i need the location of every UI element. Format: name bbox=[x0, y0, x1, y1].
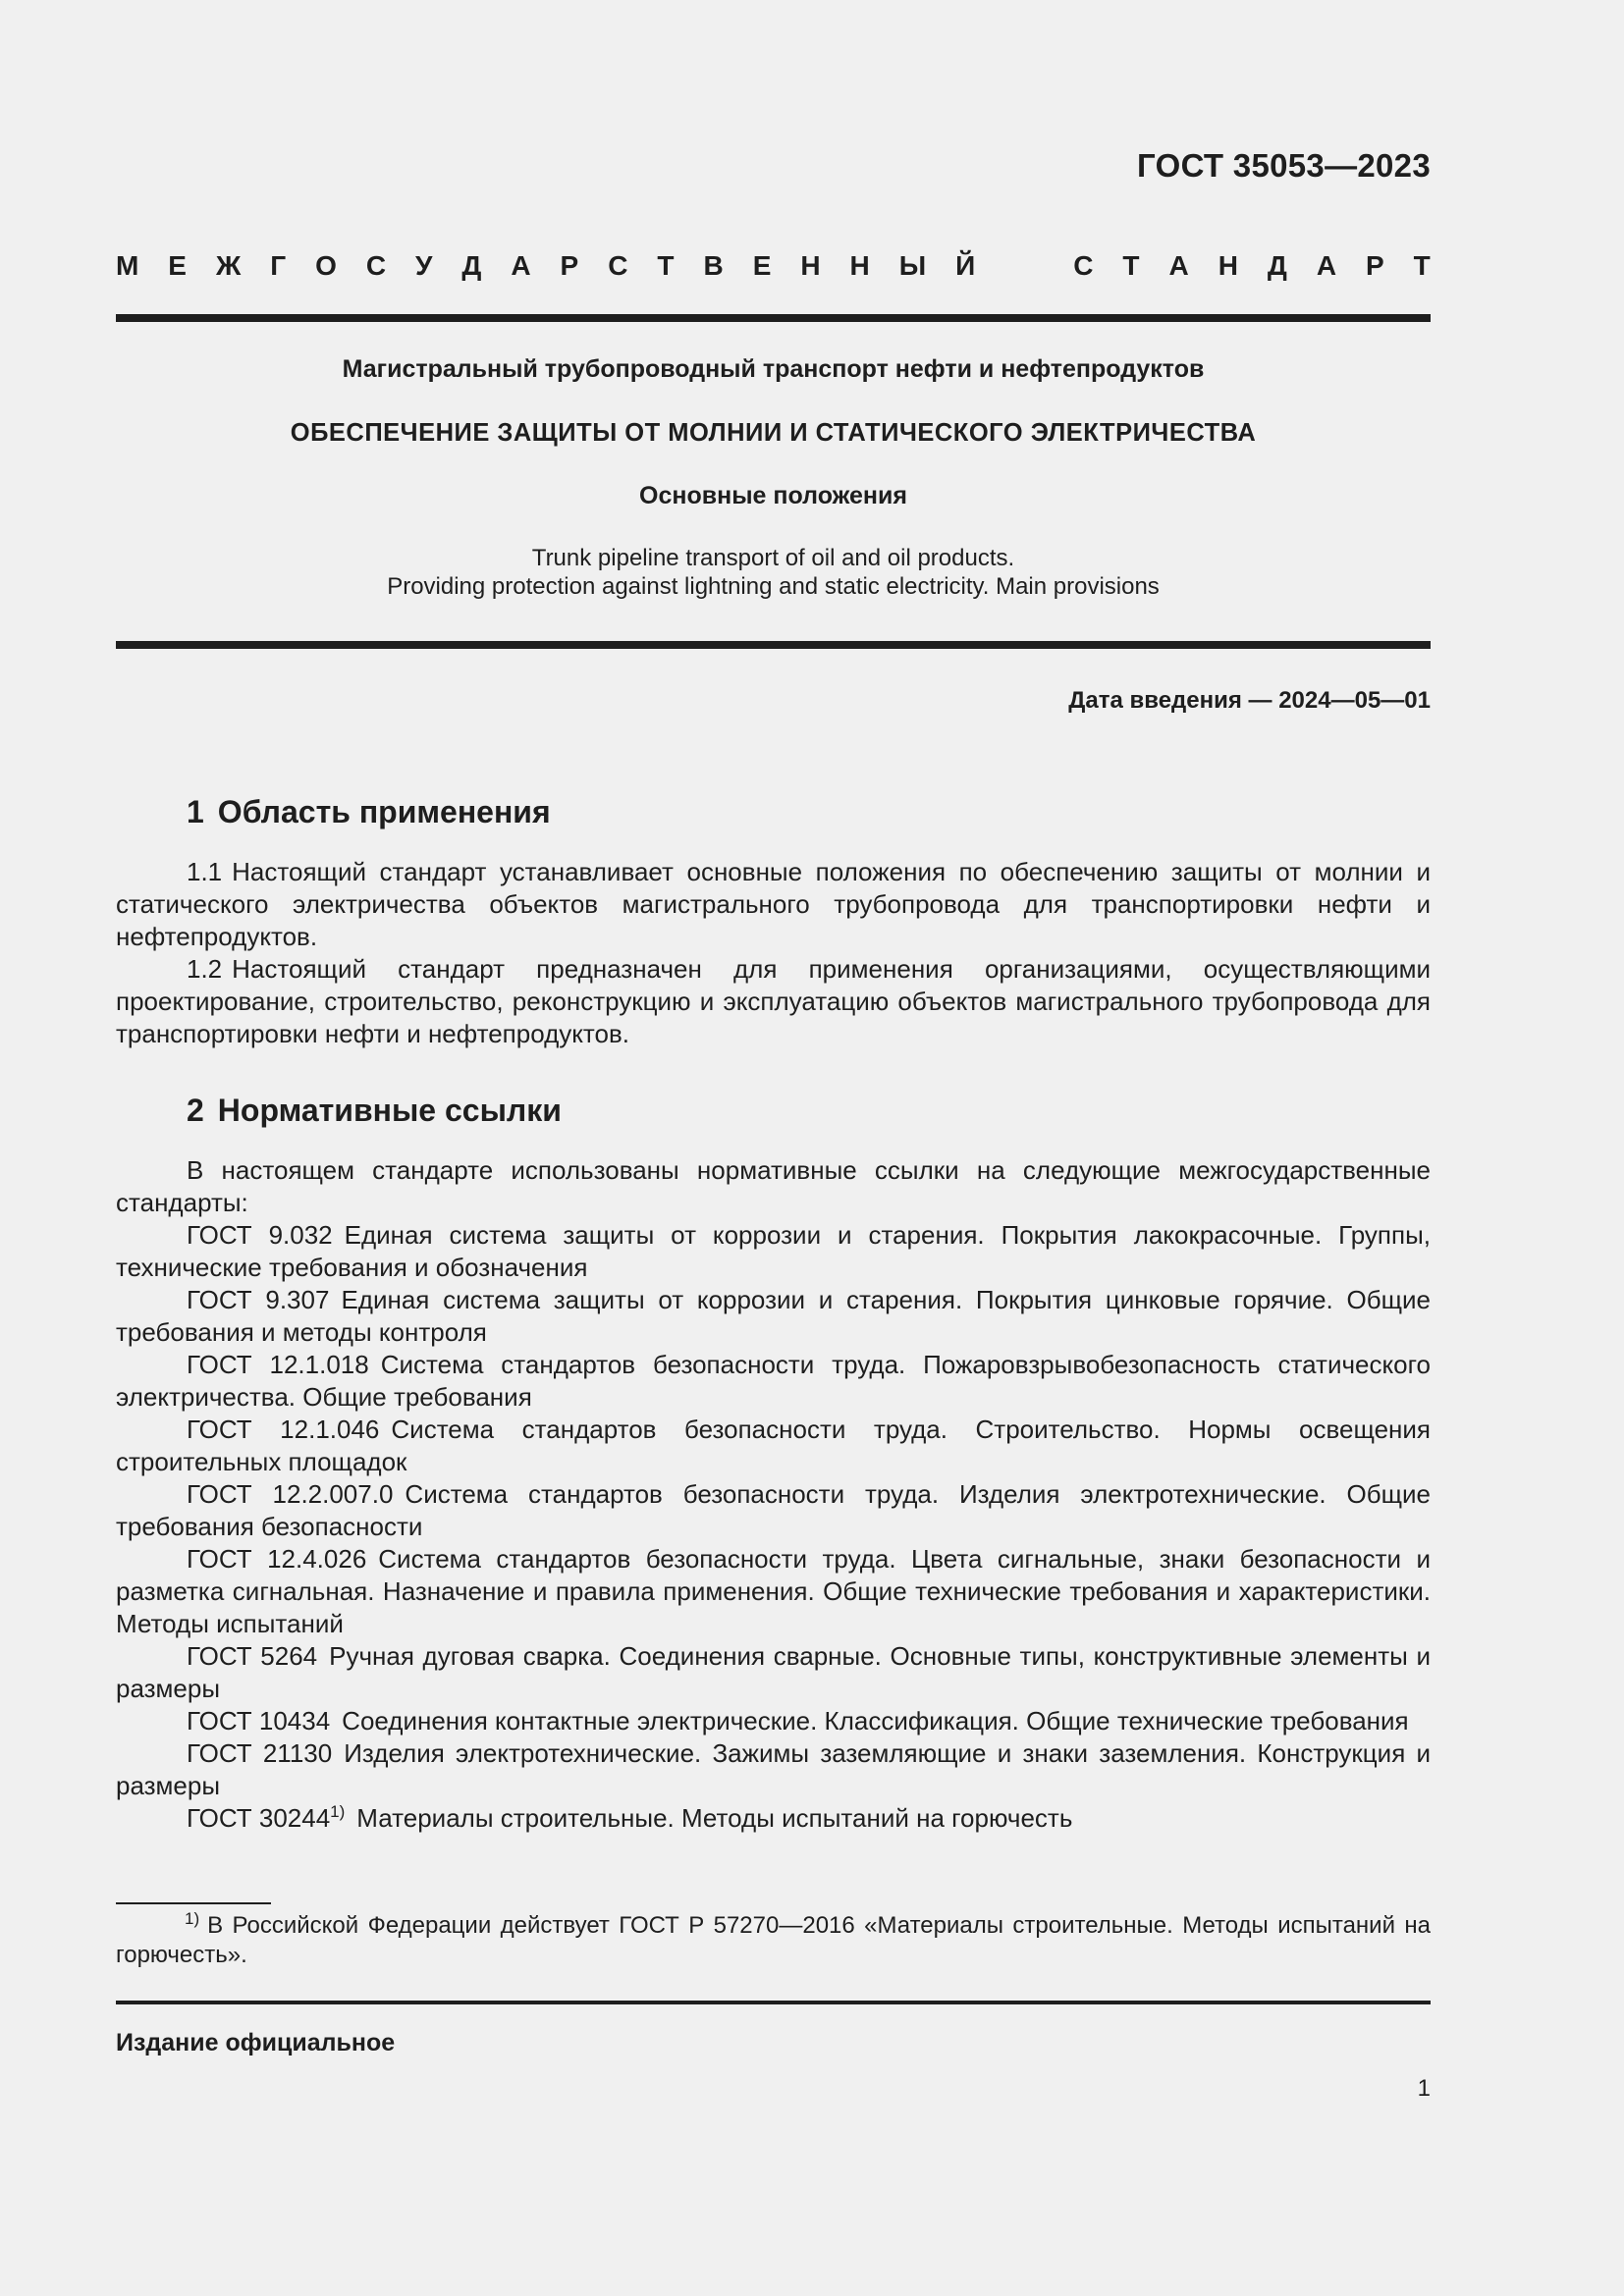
letter: Т bbox=[1122, 250, 1140, 281]
reference-code: ГОСТ 30244 bbox=[187, 1803, 331, 1833]
letter: С bbox=[608, 250, 628, 281]
bottom-divider bbox=[116, 2001, 1431, 2004]
footnote-paragraph bbox=[116, 1911, 1431, 1970]
edition-label: Издание официальное bbox=[116, 2029, 396, 2056]
letter: В bbox=[703, 250, 724, 281]
document-number: ГОСТ 35053—2023 bbox=[1137, 147, 1431, 184]
reference-item bbox=[116, 1219, 1431, 1284]
letter: У bbox=[415, 250, 433, 281]
reference-title: Система стандартов безопасности труда. Пожаровзрывобезопасность статического электричества. Общие требования bbox=[116, 1350, 1431, 1412]
letter: Н bbox=[800, 250, 821, 281]
paragraph: В настоящем стандарте использованы нормативные ссылки на следующие межгосударственные стандарты: bbox=[116, 1155, 1431, 1217]
footnote-text: В Российской Федерации действует ГОСТ Р 57270—2016 «Материалы строительные. Методы испытаний на горючесть». bbox=[116, 1912, 1431, 1968]
reference-title: Ручная дуговая сварка. Соединения сварные. Основные типы, конструктивные элементы и размеры bbox=[116, 1641, 1432, 1703]
letter: М bbox=[116, 250, 139, 281]
reference-title: Система стандартов безопасности труда. Изделия электротехнические. Общие требования безопасности bbox=[116, 1479, 1431, 1541]
reference-item bbox=[116, 1414, 1431, 1478]
letter: С bbox=[365, 250, 387, 281]
letter: С bbox=[1073, 250, 1094, 281]
paragraph-number: 1.1 bbox=[187, 857, 223, 886]
reference-title: Система стандартов безопасности труда. Цвета сигнальные, знаки безопасности и разметка сигнальная. Назначение и правила применения. Общие технические требования и характеристики. Методы испытаний bbox=[116, 1544, 1431, 1638]
section-2-heading bbox=[187, 1093, 562, 1129]
reference-title: Соединения контактные электрические. Классификация. Общие технические требования bbox=[342, 1706, 1409, 1735]
title-main: ОБЕСПЕЧЕНИЕ ЗАЩИТЫ ОТ МОЛНИИ И СТАТИЧЕСКОГО ЭЛЕКТРИЧЕСТВА bbox=[290, 419, 1257, 447]
letter: Н bbox=[849, 250, 870, 281]
title-subject: Магистральный трубопроводный транспорт нефти и нефтепродуктов bbox=[342, 355, 1205, 383]
reference-title: Материалы строительные. Методы испытаний на горючесть bbox=[356, 1803, 1073, 1833]
letter: О bbox=[315, 250, 337, 281]
section-number: 2 bbox=[187, 1093, 204, 1128]
reference-code: ГОСТ 21130 bbox=[187, 1738, 333, 1768]
letter: Г bbox=[270, 250, 287, 281]
reference-item bbox=[116, 1737, 1431, 1802]
letter: Р bbox=[560, 250, 579, 281]
paragraph-text: Настоящий стандарт предназначен для применения организациями, осуществляющими проектирование, строительство, реконструкцию и эксплуатацию объектов магистрального трубопровода для транспортировки нефти и нефтепродуктов. bbox=[116, 954, 1431, 1048]
reference-item bbox=[116, 1705, 1431, 1737]
letter: Е bbox=[752, 250, 772, 281]
reference-code: ГОСТ 10434 bbox=[187, 1706, 331, 1735]
letter: Е bbox=[168, 250, 187, 281]
section-2-body bbox=[116, 1154, 1431, 1835]
reference-code: ГОСТ 9.032 bbox=[187, 1220, 333, 1250]
letter: Ы bbox=[898, 250, 927, 281]
section-number: 1 bbox=[187, 794, 204, 829]
footnote-separator bbox=[116, 1902, 271, 1904]
reference-title: Система стандартов безопасности труда. Строительство. Нормы освещения строительных площадок bbox=[116, 1415, 1431, 1476]
section-title: Нормативные ссылки bbox=[217, 1093, 562, 1128]
reference-title: Единая система защиты от коррозии и старения. Покрытия цинковые горячие. Общие требования и методы контроля bbox=[116, 1285, 1431, 1347]
reference-code: ГОСТ 5264 bbox=[187, 1641, 318, 1671]
section-title: Область применения bbox=[217, 794, 551, 829]
introduction-date: Дата введения — 2024—05—01 bbox=[1068, 687, 1431, 714]
reference-code: ГОСТ 12.1.018 bbox=[187, 1350, 369, 1379]
reference-item bbox=[116, 1349, 1431, 1414]
paragraph bbox=[116, 856, 1431, 953]
letter: Р bbox=[1366, 250, 1384, 281]
reference-item bbox=[116, 1478, 1431, 1543]
title-sub: Основные положения bbox=[639, 482, 907, 509]
reference-item bbox=[116, 1802, 1431, 1835]
reference-title: Единая система защиты от коррозии и старения. Покрытия лакокрасочные. Группы, технические требования и обозначения bbox=[116, 1220, 1431, 1282]
reference-item bbox=[116, 1284, 1431, 1349]
paragraph-number: 1.2 bbox=[187, 954, 223, 984]
reference-code: ГОСТ 12.1.046 bbox=[187, 1415, 380, 1444]
section-1-body bbox=[116, 856, 1431, 1050]
reference-title: Изделия электротехнические. Зажимы заземляющие и знаки заземления. Конструкция и размеры bbox=[116, 1738, 1432, 1800]
standard-type-heading bbox=[116, 250, 1431, 282]
letter: Ж bbox=[215, 250, 242, 281]
reference-item bbox=[116, 1640, 1431, 1705]
section-1-heading bbox=[187, 794, 551, 830]
letter: А bbox=[511, 250, 531, 281]
letter: А bbox=[1316, 250, 1337, 281]
title-english-line2: Providing protection against lightning and static electricity. Main provisions bbox=[387, 573, 1160, 600]
footnote bbox=[116, 1911, 1431, 1970]
footnote-marker: 1) bbox=[330, 1802, 346, 1821]
word-gap bbox=[1004, 250, 1044, 282]
letter: Д bbox=[1267, 250, 1287, 281]
letter: Й bbox=[955, 250, 976, 281]
reference-code: ГОСТ 12.2.007.0 bbox=[187, 1479, 394, 1509]
paragraph-text: Настоящий стандарт устанавливает основные положения по обеспечению защиты от молнии и статического электричества объектов магистрального трубопровода для транспортировки нефти и нефтепродуктов. bbox=[116, 857, 1431, 951]
reference-code: ГОСТ 12.4.026 bbox=[187, 1544, 367, 1574]
letter: Д bbox=[461, 250, 482, 281]
title-english-line1: Trunk pipeline transport of oil and oil products. bbox=[531, 545, 1015, 571]
footnote-marker: 1) bbox=[185, 1909, 200, 1928]
letter: Т bbox=[1413, 250, 1431, 281]
title-divider bbox=[116, 641, 1431, 649]
top-divider bbox=[116, 314, 1431, 322]
reference-code: ГОСТ 9.307 bbox=[187, 1285, 330, 1314]
page-number: 1 bbox=[1417, 2075, 1431, 2102]
letter: Т bbox=[657, 250, 675, 281]
letter: А bbox=[1168, 250, 1189, 281]
paragraph bbox=[116, 953, 1431, 1050]
letter: Н bbox=[1218, 250, 1238, 281]
reference-item bbox=[116, 1543, 1431, 1640]
